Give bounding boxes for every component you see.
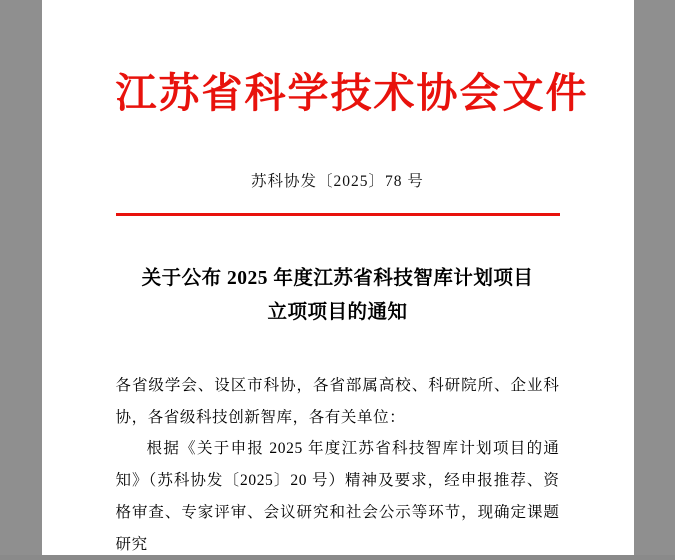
body-paragraph-1: 各省级学会、设区市科协，各省部属高校、科研院所、企业科协，各省级科技创新智库，各有关单位： [115,376,560,426]
red-divider-rule [116,213,560,216]
document-number: 苏科协发〔2025〕78 号 [251,173,424,191]
document-header-title: 江苏省科学技术协会文件 [115,70,589,116]
document-body [116,370,560,560]
subject-line-2: 立项项目的通知 [267,301,408,323]
body-paragraph-2: 根据《关于申报 2025 年度江苏省科技智库计划项目的通知》（苏科协发〔2025〕20 号）精神及要求，经申报推荐、资格审查、专家评审、会议研究和社会公示等环节，现确定课题研究 [115,440,560,553]
subject-line-1: 关于公布 2025 年度江苏省科技智库计划项目 [141,267,534,289]
document-subject [116,262,560,330]
document-page [42,0,634,555]
